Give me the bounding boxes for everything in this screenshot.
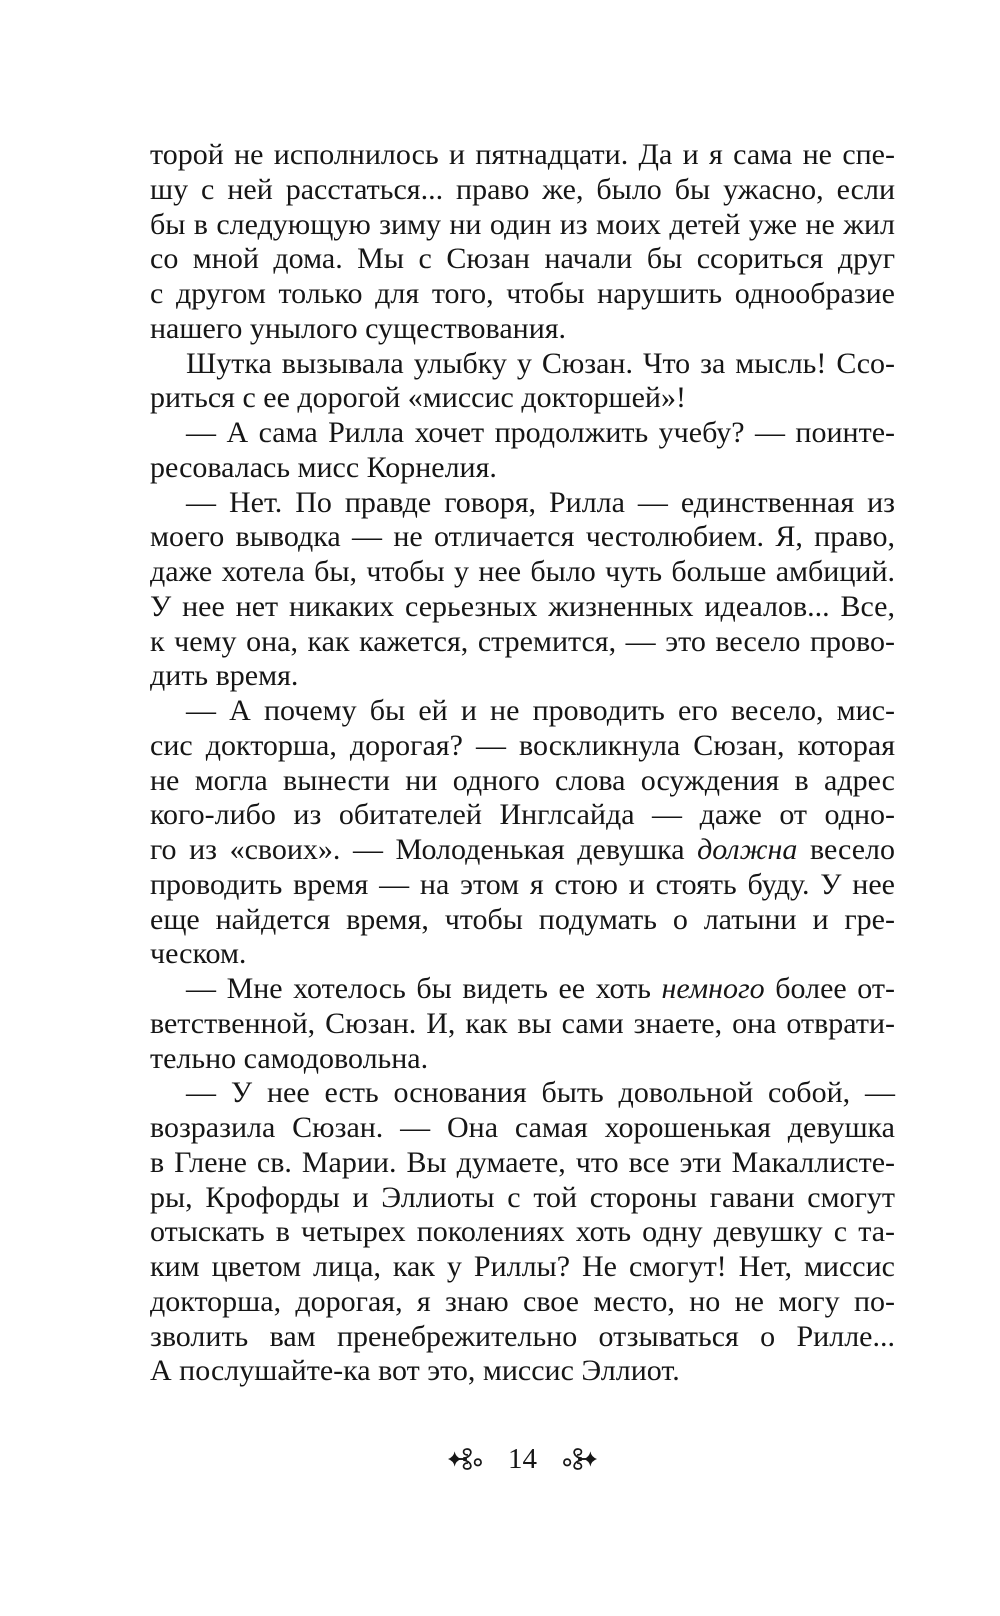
paragraph (150, 972, 895, 1076)
text-line: не могла вынести ни одного слова осуждения в адрес (150, 763, 895, 797)
text-line: риться с ее дорогой «миссис докторшей»! (150, 381, 686, 415)
text-line: нашего унылого существования. (150, 311, 567, 345)
text-line: — А почему бы ей и не проводить его весело, мис- (186, 694, 895, 727)
paragraph (150, 416, 895, 486)
text-line: Шутка вызывала улыбку у Сюзан. Что за мысль! Ссо- (186, 346, 895, 380)
text-line: зволить вам пренебрежительно отзываться о Рилле... (150, 1319, 895, 1353)
text-line: ры, Крофорды и Эллиоты с той стороны гавани смогут (150, 1180, 895, 1214)
text-line: даже хотела бы, чтобы у нее было чуть больше амбиций. (150, 555, 895, 588)
text-line: с другом только для того, чтобы нарушить однообразие (150, 277, 895, 310)
page-footer (150, 1441, 895, 1477)
page-number: 14 (508, 1443, 537, 1475)
text-line: ветственной, Сюзан. И, как вы сами знаете, она отврати- (150, 1006, 895, 1040)
paragraph (150, 486, 895, 695)
paragraph (150, 347, 895, 417)
text-line: ресовалась мисс Корнелия. (150, 450, 497, 484)
fleuron-left-icon (448, 1445, 484, 1473)
text-line: — А сама Рилла хочет продолжить учебу? — поинте- (186, 416, 895, 449)
text-line: ким цветом лица, как у Риллы? Не смогут! Нет, миссис (150, 1250, 895, 1283)
text-line: торой не исполнилось и пятнадцати. Да и я сама не спе- (150, 138, 895, 171)
text-line: го из «своих». — Молоденькая девушка должна весело (150, 833, 895, 866)
text-line: — Нет. По правде говоря, Рилла — единственная из (186, 485, 895, 519)
paragraph (150, 694, 895, 972)
text-line: моего выводка — не отличается честолюбием. Я, право, (150, 520, 895, 554)
text-line: со мной дома. Мы с Сюзан начали бы ссориться друг (150, 242, 895, 276)
text-line: — У нее есть основания быть довольной собой, — (186, 1076, 895, 1110)
text-line: в Глене св. Марии. Вы думаете, что все эти Макаллисте- (150, 1145, 895, 1179)
text-line: проводить время — на этом я стою и стоять буду. У нее (150, 867, 895, 901)
text-line: бы в следующую зиму ни один из моих детей уже не жил (150, 207, 895, 241)
text-line: отыскать в четырех поколениях хоть одну девушку с та- (150, 1215, 895, 1249)
text-line: сис докторша, дорогая? — воскликнула Сюзан, которая (150, 728, 895, 762)
text-line: докторша, дорогая, я знаю свое место, но не могу по- (150, 1284, 895, 1318)
text-line: возразила Сюзан. — Она самая хорошенькая девушка (150, 1111, 895, 1144)
text-line: к чему она, как кажется, стремится, — это весело прово- (150, 624, 895, 658)
paragraph (150, 1076, 895, 1389)
text-line: еще найдется время, чтобы подумать о латыни и гре- (150, 902, 895, 936)
text-line: А послушайте-ка вот это, миссис Эллиот. (150, 1354, 680, 1388)
text-line: дить время. (150, 659, 299, 693)
text-line: кого-либо из обитателей Инглсайда — даже от одно- (150, 798, 895, 832)
fleuron-right-icon (561, 1445, 597, 1473)
text-line: — Мне хотелось бы видеть ее хоть немного более от- (186, 972, 895, 1005)
text-line: тельно самодовольна. (150, 1041, 429, 1075)
text-line: ческом. (150, 937, 247, 971)
paragraph (150, 138, 895, 347)
page-text (150, 138, 895, 1389)
text-line: шу с ней расстаться... право же, было бы ужасно, если (150, 172, 895, 206)
text-line: У нее нет никаких серьезных жизненных идеалов... Все, (150, 589, 895, 623)
